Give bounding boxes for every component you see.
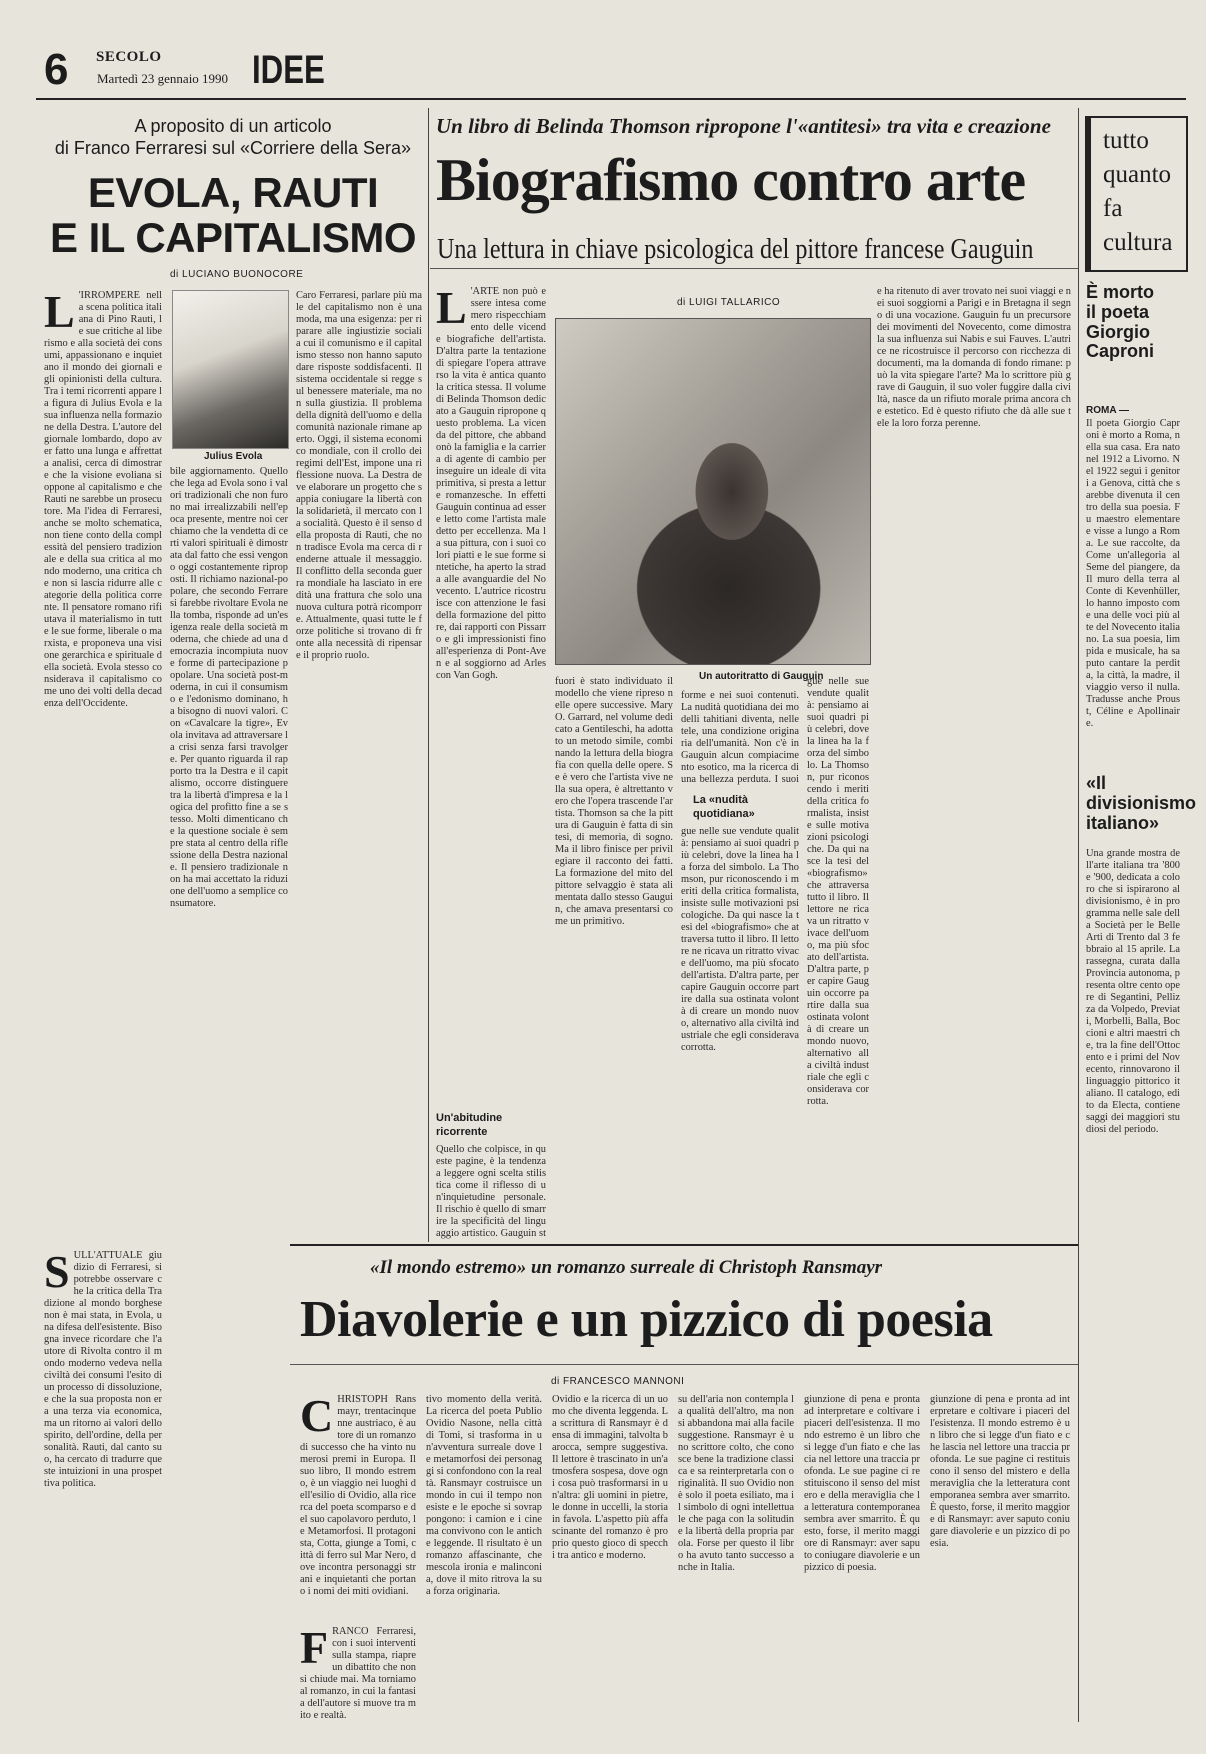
caproni-headline [1086,283,1181,362]
body-text: fuori è stato individuato il modello che viene ripreso nelle opere successive. Mary O. Garrard, nel volume dedicato a Gentileschi, ha adottato un metodo simile, combinando la lettura della biografia con quella delle opere. Se è vero che l'artista vive nella sua opera, è altrettanto vero che l'opera trascende l'artista. Thomson sa che la pittura di Gauguin è fatta di sintesi, di memoria, di sogno. Ma il libro finisce per privilegiare il racconto dei fatti. La formazione del mito del pittore selvaggio è stata alimentata dallo stesso Gauguin, che amava presentarsi come un primitivo. [555,676,673,927]
section-rule [290,1244,1078,1246]
headline-line: Caproni [1086,341,1155,362]
body-text: 'ARTE non può essere intesa come mero rispecchiamento delle vicende biografiche dell'artista. D'altra parte la tentazione di spiegare l'opera attraverso la vita è antica quanto la critica stessa. Il volume di Belinda Thomson dedicato a Gauguin ripropone questo problema. La vicenda del pittore, che abbandonò la famiglia e la carriera di agente di cambio per inseguire un ideale di vita primitiva, si presta a letture romanzesche. In effetti Gauguin continua ad essere letto come l'artista maledetto per eccellenza. Ma la sua pittura, con i suoi colori piatti e le sue forme sintetiche, ha aperto la strada alle avanguardie del Novecento. L'autrice ricostruisce con attenzione le fasi della formazione del pittore, dai rapporti con Pissarro e gli impressionisti fino all'esperienza di Pont-Aven e al soggiorno ad Arles con Van Gogh. [436,286,546,681]
evola-photo-caption: Julius Evola [204,451,263,462]
subhead-line: ricorrente [436,1125,488,1138]
diavolerie-body-col-6 [930,1394,1070,1720]
evola-kicker-line: A proposito di un articolo [134,116,332,136]
divisionismo-headline [1086,773,1197,833]
body-text: Il poeta Giorgio Caproni è morto a Roma, nella sua casa. Era nato nel 1912 a Livorno. Nel 1922 seguì i genitori a Genova, città che sarebbe divenuta il centro della sua poesia. Fu maestro elementare e visse a lungo a Roma. Le sue raccolte, da Come un'allegoria al Seme del piangere, da Il muro della terra al Conte di Kevenhüller, lo hanno imposto come una delle voci più alte del Novecento italiano. La sua poesia, limpida e musicale, ha saputo cantare la perdita, la città, la madre, il viaggio verso il nulla. Tradusse anche Proust, Céline e Apollinaire. [1086,418,1180,729]
body-text: gue nelle sue vendute qualità: pensiamo ai suoi quadri più celebri, dove la linea ha la forza del simbolo. La Thomson, pur riconoscendo i meriti della critica formalista, insiste sulle motivazioni psicologiche. Da qui nasce la tesi del «biografismo» che attraversa tutto il libro. Il lettore ne ricava un ritratto vivace dell'uomo, ma più sfocato dell'artista. D'altra parte, per capire Gauguin occorre partire dalla sua ostinata volontà di creare un mondo nuovo, alternativo alla civiltà industriale che egli considerava corrotta. [681,826,799,1053]
diavolerie-body-col-5 [804,1394,920,1720]
evola-kicker [44,116,422,159]
headline-line: È morto [1086,282,1155,302]
dropcap: C [300,1394,334,1441]
evola-headline-line: E IL CAPITALISMO [49,214,417,262]
subhead-line: La «nudità [693,794,749,806]
dropcap: L [436,286,467,333]
evola-portrait-photo [172,290,289,449]
biografismo-body-col-c [555,676,673,1240]
subhead-line: Un'abitudine [436,1112,503,1124]
section-title: IDEE [252,48,325,92]
body-text: Ovidio e la ricerca di un uomo che diventa leggenda. La scrittura di Ransmayr è densa di immagini, talvolta barocca, sempre suggestiva. Il lettore è trascinato in un'atmosfera sospesa, dove ogni cosa può trasformarsi in un'altra: gli uomini in pietre, le donne in uccelli, la storia in favola. L'aspetto più affascinante del romanzo è proprio questo gioco di specchi tra antico e moderno. [552,1394,668,1561]
culture-word: tutto [1103,127,1149,154]
headline-line: il poeta [1086,301,1150,322]
biografismo-headline: Biografismo contro arte [436,147,1026,213]
biografismo-body-col-e [807,676,869,1240]
body-text: tivo momento della verità. La ricerca del poeta Publio Ovidio Nasone, nella città di Tomi, si trasforma in un'avventura surreale dove le metamorfosi dei personaggi si confondono con la realtà. Ransmayr costruisce un mondo in cui il tempo non esiste e le epoche si sovrappongono: i camion e i cinema convivono con le antiche leggende. Il risultato è un romanzo affascinante, che mescola ironia e malinconia, dove il mito ritrova la sua forza originaria. [426,1394,542,1597]
biografismo-body-col-f [877,286,1071,1240]
caproni-dateline: ROMA — [1086,405,1129,416]
biografismo-body-col-b [436,1144,546,1240]
headline-line: divisionismo [1086,792,1197,813]
evola-body-col-2 [170,466,288,1720]
body-text: forme e nei suoi contenuti. La nudità quotidiana dei modelli tahitiani diventa, nelle tele, una condizione originaria dell'umanità. Non c'è in Gauguin alcun compiacimento esotico, ma la ricerca di una bellezza perduta. I suoi [681,690,799,785]
diavolerie-body-col-2 [426,1394,542,1720]
body-text: e ha ritenuto di aver trovato nei suoi viaggi e nei suoi soggiorni a Parigi e in Bretagna il segno di una vocazione. Gauguin fu un precursore dei movimenti del Novecento, come dimostra la sua influenza sui Nabis e sui Fauves. L'autrice ne ricostruisce il percorso con ricchezza di documenti, ma la domanda di fondo rimane: può la vita spiegare l'arte? Ma lo scrittore più grave di Gauguin, il suo voler fuggire dalla civiltà, nasce da un rifiuto morale prima ancora che estetico. Ed è questo rifiuto che dà alle sue tele la loro forza perenne. [877,286,1071,429]
dropcap: F [300,1626,329,1673]
page-number: 6 [44,45,69,94]
body-text: ULL'ATTUALE giudizio di Ferraresi, si potrebbe osservare che la critica della Tradizione al mondo borghese non è mai stata, in Evola, una difesa dell'esistente. Bisogna invece ricordare che l'autore di Rivolta contro il mondo moderno vedeva nella civiltà dei consumi l'esito di un processo di dissoluzione, e che la sua proposta non era una terza via economica, ma un ritorno ai valori dello spirito, dell'ordine, della personalità. Rauti, dal canto suo, ha cercato di tradurre queste intuizioni in una prospettiva politica. [44,1250,162,1489]
body-text: Caro Ferraresi, parlare più male del capitalismo non è una moda, ma una esigenza: per riparare alle ingiustizie sociali a cui il comunismo e il capitalismo stesso non hanno saputo dare risposte soddisfacenti. Il sistema occidentale si regge sul benessere materiale, ma non sulla giustizia. Il problema della dignità dell'uomo e della comunità nazionale rimane aperto. Oggi, il sistema economico mondiale, con il crollo dei regimi dell'Est, impone una riflessione nuova. La Destra deve elaborare un progetto che sappia coniugare la libertà con la solidarietà, il mercato con la socialità. Questo è il senso della proposta di Rauti, che non tradisce Evola ma cerca di renderne attuale il messaggio. Il conflitto della seconda guerra mondiale ha lasciato in eredità una frattura che solo una nuova cultura potrà ricomporre. Attualmente, quasi tutte le forze politiche si trovano di fronte alla necessità di ripensare il proprio ruolo. [296,290,422,661]
evola-body-col-1b [44,1250,162,1720]
dropcap: L [44,290,75,337]
body-text: su dell'aria non contempla la qualità dell'altro, ma non si abbandona mai alla facile suggestione. Ransmayr è uno scrittore colto, che conosce bene la tradizione classica e sa reinterpretarla con originalità. Il suo Ovidio non è solo il poeta esiliato, ma il simbolo di ogni intellettuale che paga con la solitudine la libertà della propria parola. Forse per questo il libro ha avuto tanto successo anche in Italia. [678,1394,794,1573]
body-text: Una grande mostra dell'arte italiana tra '800 e '900, dedicata a coloro che si ispirarono al divisionismo, è in programma nelle sale della Società per le Belle Arti di Trento dal 3 febbraio al 15 aprile. La rassegna, curata dalla Provincia autonoma, presenta oltre cento opere di Segantini, Pellizza da Volpedo, Previati, Morbelli, Balla, Boccioni e altri maestri che, tra la fine dell'Ottocento e i primi del Novecento, rinnovarono il linguaggio pittorico italiano. Il catalogo, edito da Electa, contiene saggi dei maggiori studiosi del periodo. [1086,848,1180,1135]
body-text: RANCO Ferraresi, con i suoi interventi sulla stampa, riapre un dibattito che non si chiude mai. Ma torniamo al romanzo, in cui la fantasia dell'autore si muove tra mito e realtà. [300,1626,416,1720]
diavolerie-body-col-4 [678,1394,794,1720]
evola-kicker-line: di Franco Ferraresi sul «Corriere della Sera» [54,137,412,158]
body-text: bile aggiornamento. Quello che lega ad Evola sono i valori tradizionali che non furono mai irrealizzabili nell'epoca presente, mentre noi cerchiamo che la vendetta di certi valori spirituali è dimostrata dal fatto che essi vengono oggi costantemente riproposti. Il richiamo nazional-popolare, che secondo Ferraresi farebbe rivoltare Evola nella tomba, risponde ad un'esigenza reale della società moderna, che chiede ad una democrazia incompiuta nuove forme di partecipazione popolare. Una società post-moderna, in cui il consumismo e l'edonismo dominano, ha bisogno di nuovi valori. Con «Cavalcare la tigre», Evola invitava ad attraversare la crisi senza farsi travolgere. Per quanto riguarda il rapporto tra la Destra e il capitalismo, occorre distinguere tra la libertà d'impresa e la logica del profitto fine a se stesso. Molti dimenticano che la questione sociale è sempre stata al centro della riflessione della Destra nazionale. Il pensiero tradizionale non ha mai accettato la riduzione dell'uomo a semplice consumatore. [170,466,288,909]
biografismo-byline: di LUIGI TALLARICO [677,297,781,308]
caproni-body [1086,418,1180,766]
biografismo-body-col-a [436,286,546,1086]
culture-column-box [1085,116,1188,272]
column-rule [1078,108,1079,1722]
diavolerie-body-col-1b [300,1626,416,1720]
masthead-rule [36,98,1186,100]
diavolerie-body-col-3 [552,1394,668,1720]
gauguin-image-caption: Un autoritratto di Gauguin [699,671,824,682]
dropcap: S [44,1250,70,1297]
subhead-line: quotidiana» [693,807,755,820]
section-rule [430,268,1078,269]
column-rule [428,108,429,1242]
headline-line: «Il [1086,773,1107,793]
biografismo-kicker: Un libro di Belinda Thomson ripropone l'«antitesi» tra vita e creazione [436,114,1051,138]
evola-body-col-3 [296,290,422,1240]
body-text: gue nelle sue vendute qualità: pensiamo ai suoi quadri più celebri, dove la linea ha la forza del simbolo. La Thomson, pur riconoscendo i meriti della critica formalista, insiste sulle motivazioni psicologiche. Da qui nasce la tesi del «biografismo» che attraversa tutto il libro. Il lettore ne ricava un ritratto vivace dell'uomo, ma più sfocato dell'artista. D'altra parte, per capire Gauguin occorre partire dalla sua ostinata volontà di creare un mondo nuovo, alternativo alla civiltà industriale che egli considerava corrotta. [807,676,869,1107]
diavolerie-headline: Diavolerie e un pizzico di poesia [300,1291,993,1348]
biografismo-subtitle: Una lettura in chiave psicologica del pittore francese Gauguin [437,234,1034,265]
culture-word: cultura [1103,229,1173,256]
diavolerie-kicker: «Il mondo estremo» un romanzo surreale di Christoph Ransmayr [370,1257,883,1278]
body-text: giunzione di pena e pronta ad interpretare e coltivare i piaceri dell'esistenza. Il mondo estremo è un libro che si legge d'un fiato e che lascia nel lettore una traccia profonda. Le sue pagine ci restituiscono il senso del mistero e della meraviglia che la letteratura contemporanea sembra aver smarrito. È questo, forse, il merito maggiore di Ransmayr: aver saputo coniugare diavolerie e un pizzico di poesia. [930,1394,1070,1549]
evola-headline [44,170,422,261]
newspaper-name: SECOLO [96,49,162,65]
headline-line: italiano» [1086,812,1160,833]
section-rule [290,1364,1078,1365]
biografismo-body-col-d [681,690,799,786]
biografismo-body-col-d2 [681,826,799,1240]
headline-line: Giorgio [1086,321,1150,342]
body-text: HRISTOPH Ransmayr, trentacinquenne austriaco, è autore di un romanzo di successo che ha vinto numerosi premi in Europa. Il suo libro, Il mondo estremo, è un viaggio nei luoghi dell'esilio di Ovidio, alla ricerca del poeta scomparso e del suo capolavoro perduto, le Metamorfosi. Il protagonista, Cotta, giunge a Tomi, città di ferro sul Mar Nero, dove incontra personaggi strani e inquietanti che portano i nomi dei miti ovidiani. [300,1394,416,1597]
divisionismo-body [1086,848,1180,1720]
culture-word: quanto [1103,161,1172,188]
culture-word: fa [1103,195,1123,222]
evola-headline-line: EVOLA, RAUTI [87,169,379,216]
diavolerie-byline: di FRANCESCO MANNONI [551,1376,685,1387]
evola-byline: di LUCIANO BUONOCORE [170,269,304,280]
diavolerie-body-col-1 [300,1394,416,1618]
evola-body-col-1 [44,290,162,1240]
body-text: 'IRROMPERE nella scena politica italiana di Pino Rauti, le sue critiche al liberismo e alla società dei consumi, appassionano e inquietano il mondo dei giornali e gli opinionisti della cultura. Tra i temi ricorrenti appare la figura di Julius Evola e la sua influenza nella formazione della Destra. L'autore del giornale lombardo, dopo aver fatto una lunga e affrettata analisi, cerca di dimostrare che la visione evoliana si oppone al capitalismo e che Rauti ne sarebbe un prosecutore. Ma l'idea di Ferraresi, anche se molto schematica, non tiene conto della complessità del pensiero tradizionale e della sua critica al mondo moderno, una critica che non si lascia ridurre alle categorie della politica corrente. Il pensatore romano rifiutava il materialismo in tutte le sue forme, liberale o marxista, e proponeva una visione gerarchica e spirituale della società. Evola stesso considerava il capitalismo come uno dei volti della decadenza dell'Occidente. [44,290,162,709]
body-text: Quello che colpisce, in queste pagine, è la tendenza a leggere ogni scelta stilistica come il riflesso di un'inquietudine personale. Il rischio è quello di smarrire la specificità del linguaggio artistico. Gauguin st [436,1144,546,1239]
issue-date: Martedì 23 gennaio 1990 [97,71,229,86]
body-text: giunzione di pena e pronta ad interpretare e coltivare i piaceri dell'esistenza. Il mondo estremo è un libro che si legge d'un fiato e che lascia nel lettore una traccia profonda. Le sue pagine ci restituiscono il senso del mistero e della meraviglia che la letteratura contemporanea sembra aver smarrito. È questo, forse, il merito maggiore di Ransmayr: aver saputo coniugare diavolerie e un pizzico di poesia. [804,1394,920,1573]
gauguin-self-portrait-image [555,318,871,665]
